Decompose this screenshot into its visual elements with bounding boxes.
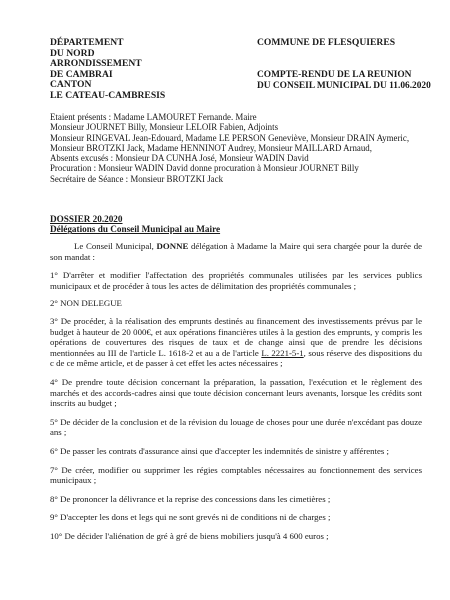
department-header [50, 38, 220, 102]
dossier-number: DOSSIER 20.2020 [50, 214, 123, 224]
session-secretary: Secrétaire de Séance : Monsieur BROTZKI Jack [50, 173, 224, 184]
attendance-block [50, 112, 422, 184]
header-line: CANTON [50, 79, 92, 91]
excused-members: Absents excusés : Monsieur DA CUNHA José, Monsieur WADIN David [50, 153, 309, 164]
intro-text-a: Le Conseil Municipal, [74, 241, 157, 251]
intro-text-b: délégation à Madame la Maire qui sera chargée pour la durée de son mandat : [50, 241, 422, 262]
report-title [257, 70, 431, 91]
item-3-text-a: 3° De procéder, à la réalisation des emprunts destinés au financement des investissements prévus par le budget à hauteur de 20 000€, et aux opérations financières utiles à la gestion des emprunts, y compris les opérations de couvertures des risques de taux et de change ainsi que de prendre les décisions mentionnées au III de l'article L. 1618-2 et au a de l'article [50, 315, 422, 358]
deputies: Monsieur JOURNET Billy, Monsieur LELOIR Fabien, Adjoints [50, 122, 279, 133]
header-line: DU NORD [50, 47, 95, 59]
item-9: 9° D'accepter les dons et legs qui ne sont grevés ni de conditions ni de charges ; [50, 512, 331, 523]
item-4: 4° De prendre toute décision concernant la préparation, la passation, l'exécution et le règlement des marchés et des accords-cadres ainsi que toute décision concernant leurs avenants, lorsque les crédits sont inscrits au budget ; [50, 376, 422, 409]
header-line: DÉPARTEMENT [50, 37, 124, 48]
report-title-line1: COMPTE-RENDU DE LA REUNION [257, 70, 412, 80]
intro-verb: DONNE [156, 241, 189, 251]
header-line: ARRONDISSEMENT [50, 58, 142, 70]
deliberation-body [50, 241, 422, 549]
item-5: 5° De décider de la conclusion et de la révision du louage de choses pour une durée n'excédant pas douze ans ; [50, 416, 422, 438]
item-3 [50, 316, 422, 369]
intro-paragraph [50, 241, 422, 262]
item-7: 7° De créer, modifier ou supprimer les régies comptables nécessaires au fonctionnement des services municipaux ; [50, 464, 422, 486]
proxy-note: Procuration : Monsieur WADIN David donne procuration à Monsieur JOURNET Billy [50, 163, 359, 174]
item-6: 6° De passer les contrats d'assurance ainsi que d'accepter les indemnités de sinistre y afférentes ; [50, 445, 389, 456]
item-8: 8° De prononcer la délivrance et la reprise des concessions dans les cimetières ; [50, 493, 331, 504]
council-members: Monsieur RINGEVAL Jean-Edouard, Madame LE PERSON Geneviève, Monsieur DRAIN Aymeric, Monsieur BROTZKI Jack, Madame HENNINOT Audrey, Monsieur MAILLARD Arnaud, [50, 132, 410, 153]
header-line: LE CATEAU-CAMBRESIS [50, 89, 166, 101]
header-line: DE CAMBRAI [50, 68, 113, 80]
dossier-heading [50, 214, 422, 235]
item-3-text-b: , sous réserve des dispositions du c de ce même article, et de passer à cet effet les actes nécessaires ; [50, 347, 423, 369]
item-2: 2° NON DELEGUE [50, 298, 122, 309]
present-members: Etaient présents : Madame LAMOURET Fernande. Maire [50, 112, 257, 122]
commune-name: COMMUNE DE FLESQUIERES [257, 37, 396, 48]
article-link[interactable]: L. 2221-5-1 [261, 347, 304, 358]
dossier-title: Délégations du Conseil Municipal au Maire [50, 224, 221, 235]
item-1: 1° D'arrêter et modifier l'affectation des propriétés communales utilisées par les services publics municipaux et de procéder à tous les actes de délimitation des propriétés communales ; [50, 270, 422, 291]
item-10: 10° De décider l'aliénation de gré à gré de biens mobiliers jusqu'à 4 600 euros ; [50, 530, 329, 541]
report-title-line2: DU CONSEIL MUNICIPAL DU 11.06.2020 [257, 80, 431, 91]
